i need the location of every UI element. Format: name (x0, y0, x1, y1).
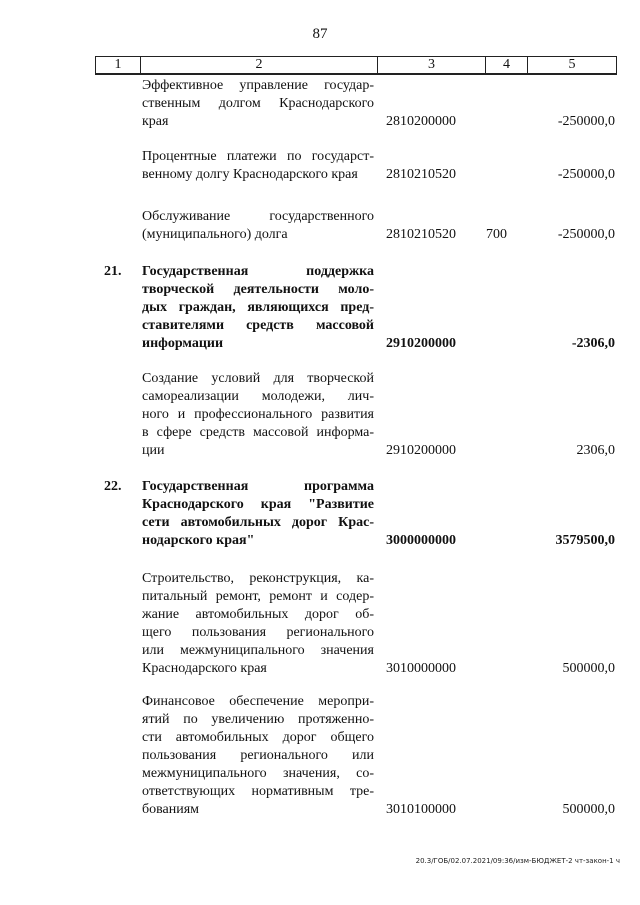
description-line: информации (142, 336, 224, 351)
description-line: бованиям (142, 802, 200, 817)
row-description (142, 370, 374, 460)
description-line: пользования регионального или (142, 748, 374, 763)
row-description (142, 208, 374, 244)
description-line: Создание условий для творческой (142, 371, 374, 386)
description-line: самореализации молодежи, лич- (142, 389, 374, 404)
description-line: нодарского края" (142, 533, 255, 548)
description-line: Государственная поддержка (142, 264, 374, 279)
row-expense-type: 700 (486, 227, 507, 242)
row-amount: 500000,0 (562, 661, 615, 676)
row-description (142, 77, 374, 131)
description-line: Обслуживание государственного (142, 209, 374, 224)
header-col-4: 4 (486, 57, 528, 73)
row-code: 3000000000 (386, 533, 456, 548)
row-description (142, 570, 374, 678)
header-col-1: 1 (96, 57, 141, 73)
description-line: Государственная программа (142, 479, 374, 494)
row-number: 22. (104, 479, 122, 494)
description-line: сти автомобильных дорог общего (142, 730, 374, 745)
header-col-2: 2 (141, 57, 378, 73)
description-line: творческой деятельности моло- (142, 282, 374, 297)
row-amount: -2306,0 (571, 336, 615, 351)
row-amount: 500000,0 (562, 802, 615, 817)
row-amount: 3579500,0 (555, 533, 615, 548)
row-code: 2810210520 (386, 167, 456, 182)
description-line: или межмуниципального значения (142, 643, 374, 658)
header-col-5: 5 (568, 57, 576, 72)
description-line: ственным долгом Краснодарского (142, 96, 374, 111)
description-line: ставителями средств массовой (142, 318, 374, 333)
table-header (95, 56, 617, 75)
description-line: ятий по увеличению протяженно- (142, 712, 374, 727)
description-line: венному долгу Краснодарского края (142, 167, 358, 182)
row-amount: -250000,0 (557, 167, 615, 182)
row-amount: -250000,0 (557, 227, 615, 242)
description-line: ного и профессионального развития (142, 407, 374, 422)
description-line: Краснодарского края (142, 661, 267, 676)
description-line: межмуниципального значения, со- (142, 766, 374, 781)
row-code: 2910200000 (386, 336, 456, 351)
row-code: 3010100000 (386, 802, 456, 817)
description-line: Финансовое обеспечение меропри- (142, 694, 374, 709)
description-line: в сфере средств массовой информа- (142, 425, 374, 440)
row-amount: -250000,0 (557, 114, 615, 129)
description-line: жание автомобильных дорог об- (142, 607, 374, 622)
description-line: Строительство, реконструкция, ка- (142, 571, 374, 586)
description-line: Краснодарского края "Развитие (142, 497, 374, 512)
row-number: 21. (104, 264, 122, 279)
description-line: Процентные платежи по государст- (142, 149, 374, 164)
row-description (142, 693, 374, 819)
description-line: щего пользования регионального (142, 625, 374, 640)
description-line: дых граждан, являющихся пред- (142, 300, 374, 315)
row-code: 2810210520 (386, 227, 456, 242)
row-code: 2910200000 (386, 443, 456, 458)
description-line: питальный ремонт, ремонт и содер- (142, 589, 374, 604)
description-line: края (142, 114, 169, 129)
page-number: 87 (312, 26, 328, 42)
description-line: Эффективное управление государ- (142, 78, 374, 93)
row-description (142, 478, 374, 550)
description-line: ответствующих нормативным тре- (142, 784, 374, 799)
row-description (142, 263, 374, 353)
description-line: сети автомобильных дорог Крас- (142, 515, 374, 530)
description-line: ции (142, 443, 165, 458)
header-col-3: 3 (378, 57, 486, 73)
row-code: 2810200000 (386, 114, 456, 129)
description-line: (муниципального) долга (142, 227, 288, 242)
row-amount: 2306,0 (576, 443, 615, 458)
row-code: 3010000000 (386, 661, 456, 676)
row-description (142, 148, 374, 184)
document-footer: 20.3/ГОБ/02.07.2021/09:36/изм-БЮДЖЕТ-2 чт-закон-1 ч (415, 857, 620, 865)
